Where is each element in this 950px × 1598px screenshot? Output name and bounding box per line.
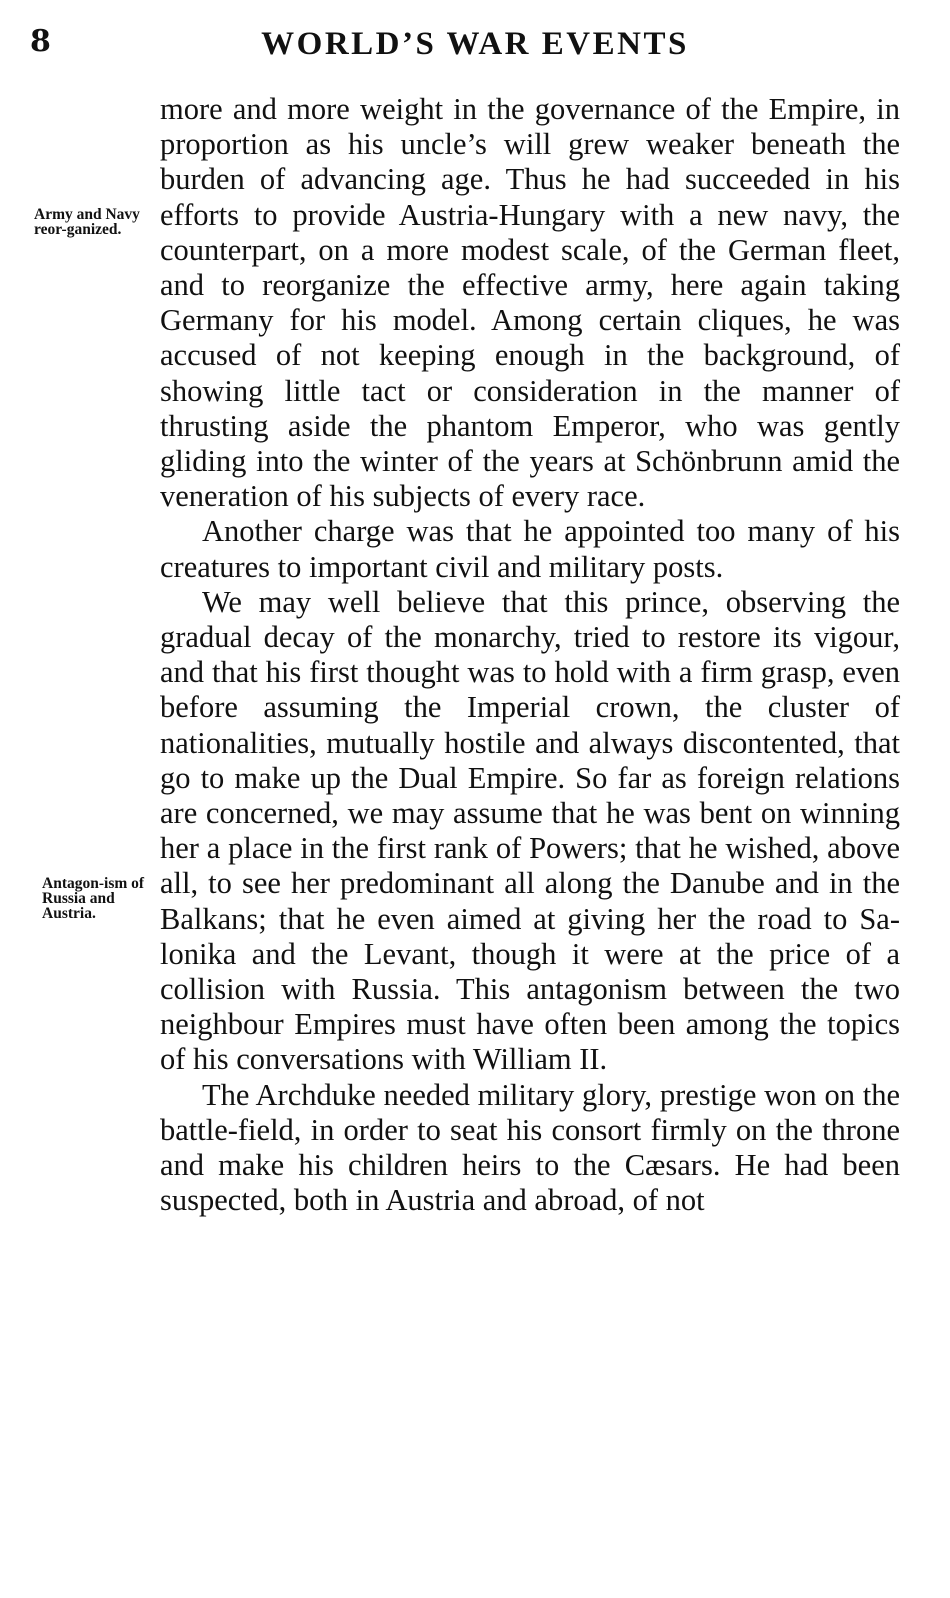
- paragraph: We may well believe that this prince, observing the gradual decay of the monarchy, tried to restore its vigour, and that his first thought was to hold with a firm grasp, even before assuming the Imperial crown, the cluster of nationalities, mutually hostile and always discontented, that go to make up the Dual Empire. So far as foreign relations are concerned, we may assume that he was bent on winning her a place in the first rank of Powers; that he wished, above all, to see her predominant all along the Danube and in the Balkans; that he even aimed at giving her the road to Salonika and the Levant, though it were at the price of a collision with Russia. This antagonism between the two neighbour Empires must have often been among the topics of his conversations with William II.: [160, 584, 900, 1077]
- body-text: [160, 92, 900, 1219]
- margin-note-army-navy: Army and Navy reor-ganized.: [34, 206, 140, 238]
- page-number: 8: [30, 24, 51, 59]
- paragraph: The Archduke needed military glory, prestige won on the battle-field, in order to seat his consort firmly on the throne and make his children heirs to the Cæsars. He had been suspected, both in Austria and abroad, of not: [160, 1077, 900, 1218]
- paragraph: Another charge was that he appointed too many of his creatures to important civil and military posts.: [160, 514, 900, 584]
- margin-note-antagonism: Antagon-ism of Russia and Austria.: [42, 875, 145, 922]
- running-title: WORLD’S WAR EVENTS: [261, 26, 689, 62]
- paragraph: more and more weight in the governance of the Empire, in proportion as his uncle’s will grew weaker beneath the burden of advancing age. Thus he had succeeded in his efforts to provide Austria-Hungary with a new navy, the counterpart, on a more modest scale, of the German fleet, and to reorganize the effective army, here again taking Germany for his model. Among certain cliques, he was accused of not keeping enough in the background, of showing little tact or consideration in the manner of thrusting aside the phantom Emperor, who was gently gliding into the winter of the years at Schönbrunn amid the veneration of his subjects of every race.: [160, 92, 900, 514]
